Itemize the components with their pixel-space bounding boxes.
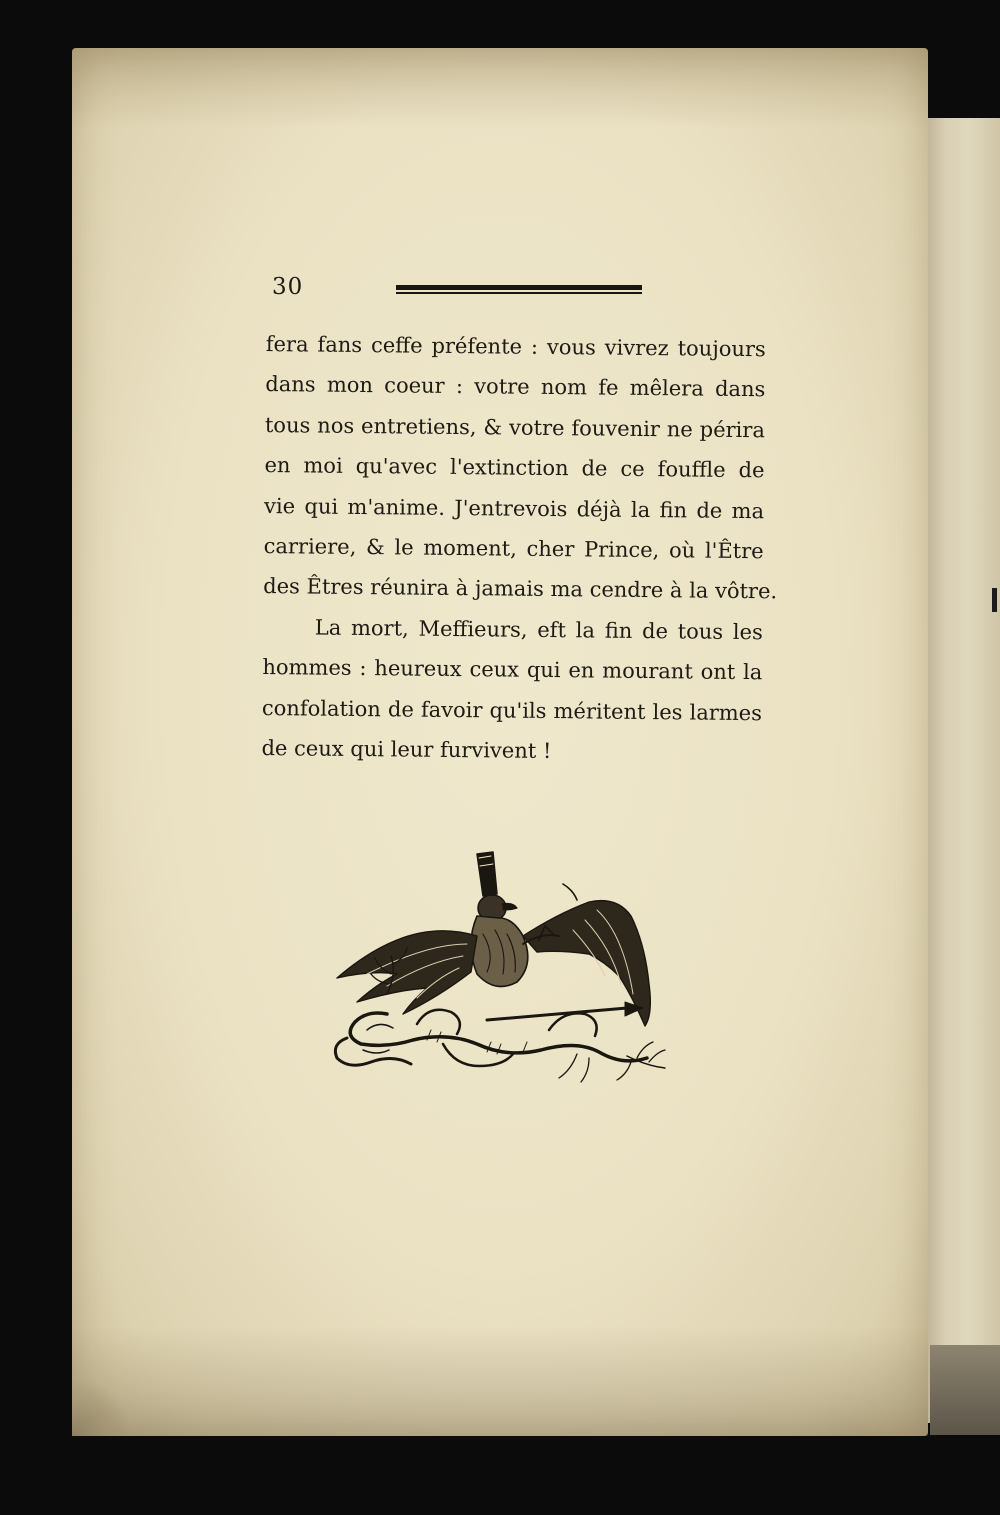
- text-line: tous nos entretiens, & votre fouvenir ne périra: [264, 412, 766, 443]
- text-line: des Êtres réunira à jamais ma cendre à la vôtre.: [263, 574, 778, 604]
- text-line: dans mon coeur : votre nom fe mêlera dans: [265, 372, 766, 402]
- adjacent-page: [922, 118, 1000, 1423]
- text-line: de ceux qui leur furvivent !: [261, 735, 552, 763]
- adjacent-page-edge-mark: [992, 588, 997, 612]
- header-rule: [396, 285, 642, 295]
- text-line: fera fans ceffe préfente : vous vivrez toujours: [265, 331, 766, 362]
- text-line: carriere, & le moment, cher Prince, où l'Être: [263, 533, 764, 564]
- page-number: 30: [272, 274, 304, 300]
- text-line: vie qui m'anime. J'entrevois déjà la fin de ma: [263, 493, 765, 523]
- text-line: hommes : heureux ceux qui en mourant ont la: [262, 655, 763, 685]
- text-line: La mort, Meffieurs, eft la fin de tous les: [314, 615, 763, 644]
- header-rule-thin: [396, 292, 642, 294]
- book-page: [72, 48, 928, 1436]
- bird-vignette-icon: [327, 844, 667, 1084]
- page-corner-curl: [72, 1376, 132, 1436]
- text-line: confolation de favoir qu'ils méritent les larmes: [261, 695, 763, 725]
- body-text: [261, 324, 778, 774]
- header-rule-thick: [396, 285, 642, 290]
- text-line: en moi qu'avec l'extinction de ce fouffle de: [264, 453, 765, 483]
- adjacent-page-shadow: [930, 1345, 1000, 1435]
